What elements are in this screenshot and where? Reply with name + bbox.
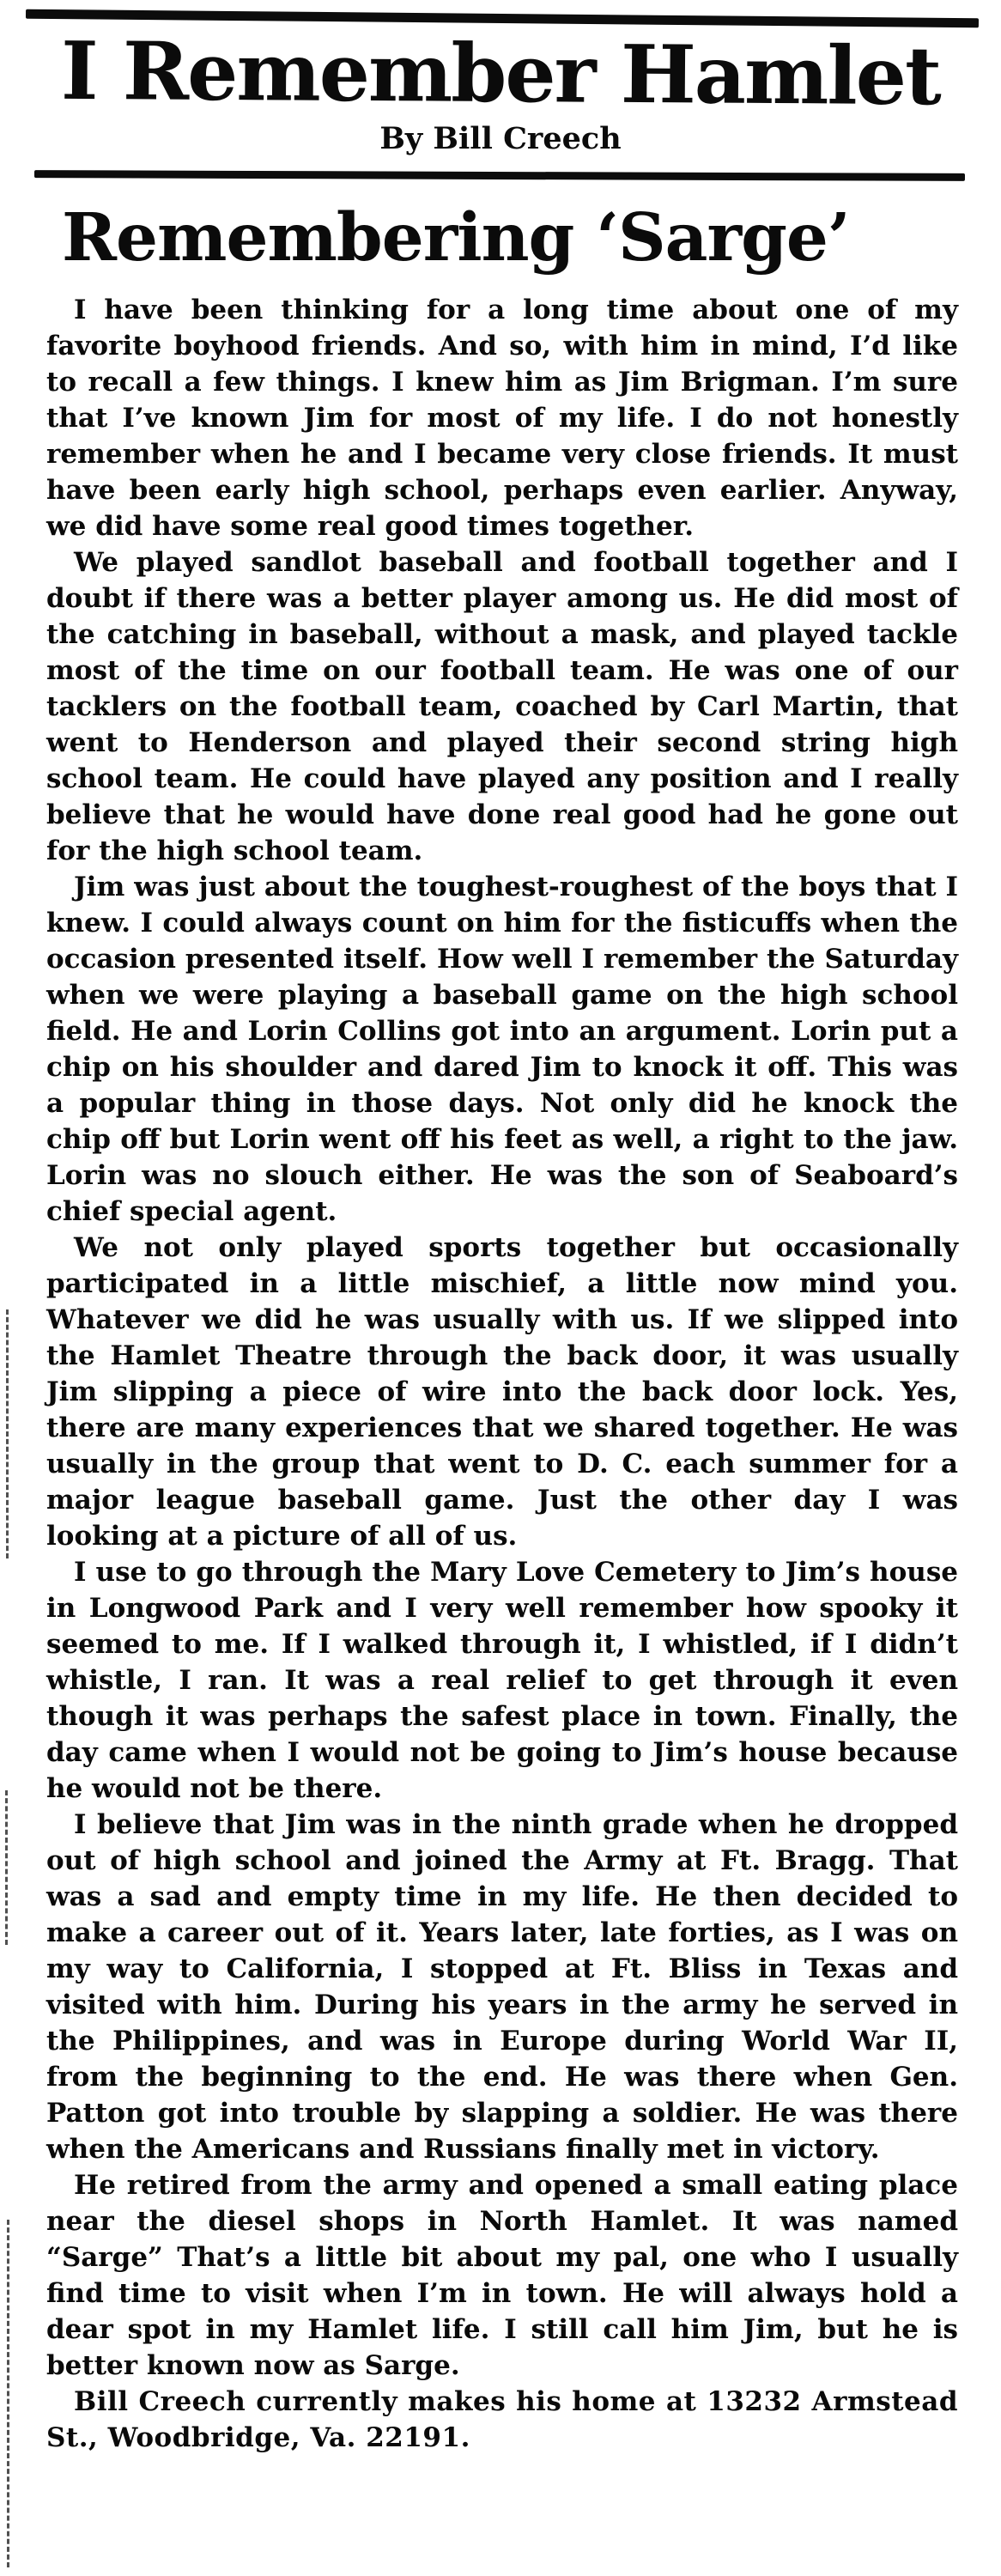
paragraph-2: We played sandlot baseball and football together and I doubt if there was a better player among us. He did most of the catching in baseball, without a mask, and played tackle most of the time on our football team. He was one of our tacklers on the football team, coached by Carl Martin, that went to Henderson and played their second string high school team. He could have played any position and I really believe that he would have done real good had he gone out for the high school team. — [46, 546, 958, 866]
scan-artifact-dashes-2 — [5, 1790, 8, 1945]
paragraph-7: He retired from the army and opened a small eating place near the diesel shops in North Hamlet. It was named “Sarge” That’s a little bit about my pal, one who I usually find time to visit when I’m in town. He will always hold a dear spot in my Hamlet life. I still call him Jim, but he is better known now as Sarge. — [46, 2169, 958, 2381]
byline: By Bill Creech — [379, 120, 622, 156]
scan-artifact-dashes-1 — [6, 1309, 9, 1558]
mid-rule — [34, 170, 965, 181]
paragraph-3: Jim was just about the toughest-roughest of the boys that I knew. I could always count on him for the fisticuffs when the occasion presented itself. How well I remember the Saturday when we were playing a baseball game on the high school field. He and Lorin Collins got into an argument. Lorin put a chip on his shoulder and dared Jim to knock it off. This was a popular thing in those days. Not only did he knock the chip off but Lorin went off his feet as well, a right to the jaw. Lorin was no slouch either. He was the son of Seaboard’s chief special agent. — [46, 871, 958, 1227]
paragraph-4: We not only played sports together but occasionally participated in a little mischief, a little now mind you. Whatever we did he was usually with us. If we slipped into the Hamlet Theatre through the back door, it was usually Jim slipping a piece of wire into the back door lock. Yes, there are many experiences that we shared together. He was usually in the group that went to D. C. each summer for a major league baseball game. Just the other day I was looking at a picture of all of us. — [46, 1231, 958, 1552]
scan-artifact-dashes-3 — [7, 2220, 9, 2567]
paragraph-6: I believe that Jim was in the ninth grade when he dropped out of high school and joined the Army at Ft. Bragg. That was a sad and empty time in my life. He then decided to make a career out of it. Years later, late forties, as I was on my way to California, I stopped at Ft. Bliss in Texas and visited with him. During his years in the army he served in the Philippines, and was in Europe during World War II, from the beginning to the end. He was there when Gen. Patton got into trouble by slapping a soldier. He was there when the Americans and Russians finally met in victory. — [46, 1808, 958, 2165]
article-title: I Remember Hamlet — [60, 23, 941, 124]
footer-note: Bill Creech currently makes his home at 13232 Armstead St., Woodbridge, Va. 22191. — [46, 2385, 958, 2453]
article-body — [0, 292, 1001, 2456]
paragraph-1: I have been thinking for a long time about one of my favorite boyhood friends. And so, with him in mind, I’d like to recall a few things. I knew him as Jim Brigman. I’m sure that I’ve known Jim for most of my life. I do not honestly remember when he and I became very close friends. It must have been early high school, perhaps even earlier. Anyway, we did have some real good times together. — [46, 294, 958, 542]
section-heading: Remembering ‘Sarge’ — [62, 198, 850, 276]
paragraph-5: I use to go through the Mary Love Cemetery to Jim’s house in Longwood Park and I very well remember how spooky it seemed to me. If I walked through it, I whistled, if I didn’t whistle, I ran. It was a real relief to get through it even though it was perhaps the safest place in town. Finally, the day came when I would not be going to Jim’s house because he would not be there. — [46, 1556, 958, 1804]
